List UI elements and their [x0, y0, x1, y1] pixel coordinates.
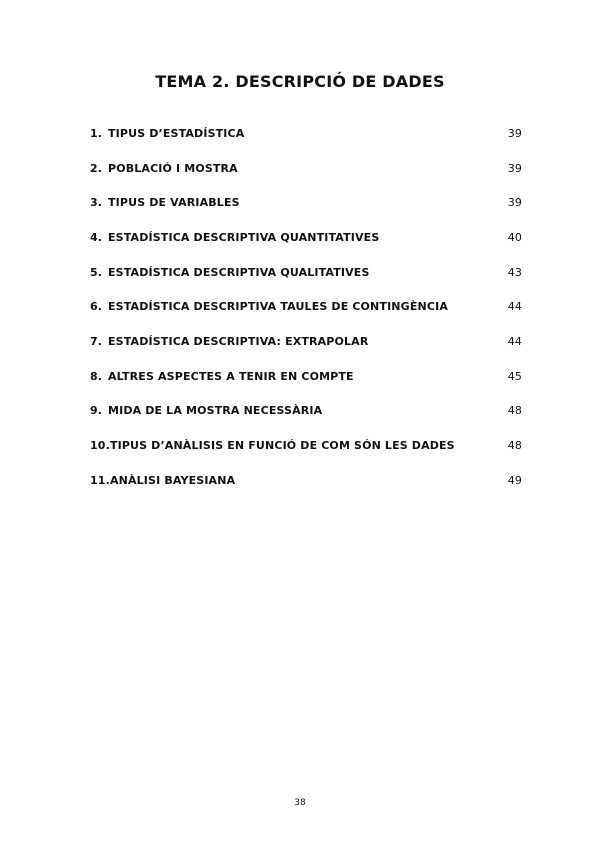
toc-entry-number: 10. — [90, 439, 110, 453]
toc-entry-label: ESTADÍSTICA DESCRIPTIVA: EXTRAPOLAR — [108, 334, 369, 348]
toc-entry-number: 3. — [90, 196, 103, 210]
toc-entry-number: 4. — [90, 230, 103, 244]
table-of-contents — [90, 116, 522, 498]
toc-entry-number: 6. — [90, 300, 103, 314]
toc-entry-number: 5. — [90, 265, 103, 279]
toc-entry[interactable] — [90, 428, 522, 463]
toc-entry-page: 39 — [507, 196, 522, 210]
toc-entry[interactable] — [90, 220, 522, 255]
toc-entry-page: 48 — [507, 439, 522, 453]
toc-entry-number: 1. — [90, 126, 103, 140]
toc-entry-page: 49 — [507, 473, 522, 487]
toc-entry[interactable] — [90, 151, 522, 186]
toc-entry-page: 44 — [507, 334, 522, 348]
toc-entry-page: 39 — [507, 126, 522, 140]
toc-entry-page: 40 — [507, 230, 522, 244]
page-title: TEMA 2. DESCRIPCIÓ DE DADES — [155, 72, 445, 91]
toc-entry-page: 44 — [507, 300, 522, 314]
toc-entry-label: ESTADÍSTICA DESCRIPTIVA QUANTITATIVES — [108, 230, 380, 244]
toc-entry-label: TIPUS D’ANÀLISIS EN FUNCIÓ DE COM SÓN LES DADES — [109, 439, 455, 453]
toc-entry-number: 9. — [90, 404, 103, 418]
toc-entry-number: 8. — [90, 369, 103, 383]
toc-entry[interactable] — [90, 463, 522, 498]
page-number: 38 — [294, 798, 306, 808]
toc-entry-label: TIPUS DE VARIABLES — [108, 196, 240, 210]
toc-entry[interactable] — [90, 289, 522, 324]
toc-entry-label: ALTRES ASPECTES A TENIR EN COMPTE — [108, 369, 354, 383]
toc-entry-label: POBLACIÓ I MOSTRA — [108, 161, 238, 175]
toc-entry-number: 7. — [90, 334, 103, 348]
toc-entry[interactable] — [90, 185, 522, 220]
toc-entry[interactable] — [90, 116, 522, 151]
toc-entry-label: TIPUS D’ESTADÍSTICA — [108, 126, 245, 140]
toc-entry[interactable] — [90, 324, 522, 359]
toc-entry-label: ANÀLISI BAYESIANA — [109, 473, 236, 487]
toc-entry-page: 43 — [507, 265, 522, 279]
toc-entry-label: ESTADÍSTICA DESCRIPTIVA QUALITATIVES — [108, 265, 370, 279]
toc-entry-number: 11. — [90, 473, 110, 487]
toc-entry-page: 48 — [507, 404, 522, 418]
toc-entry-page: 39 — [507, 161, 522, 175]
toc-entry[interactable] — [90, 359, 522, 394]
toc-entry-label: ESTADÍSTICA DESCRIPTIVA TAULES DE CONTINGÈNCIA — [108, 300, 448, 314]
toc-entry-number: 2. — [90, 161, 103, 175]
toc-entry[interactable] — [90, 394, 522, 429]
toc-entry[interactable] — [90, 255, 522, 290]
toc-entry-page: 45 — [507, 369, 522, 383]
toc-entry-label: MIDA DE LA MOSTRA NECESSÀRIA — [108, 404, 323, 418]
